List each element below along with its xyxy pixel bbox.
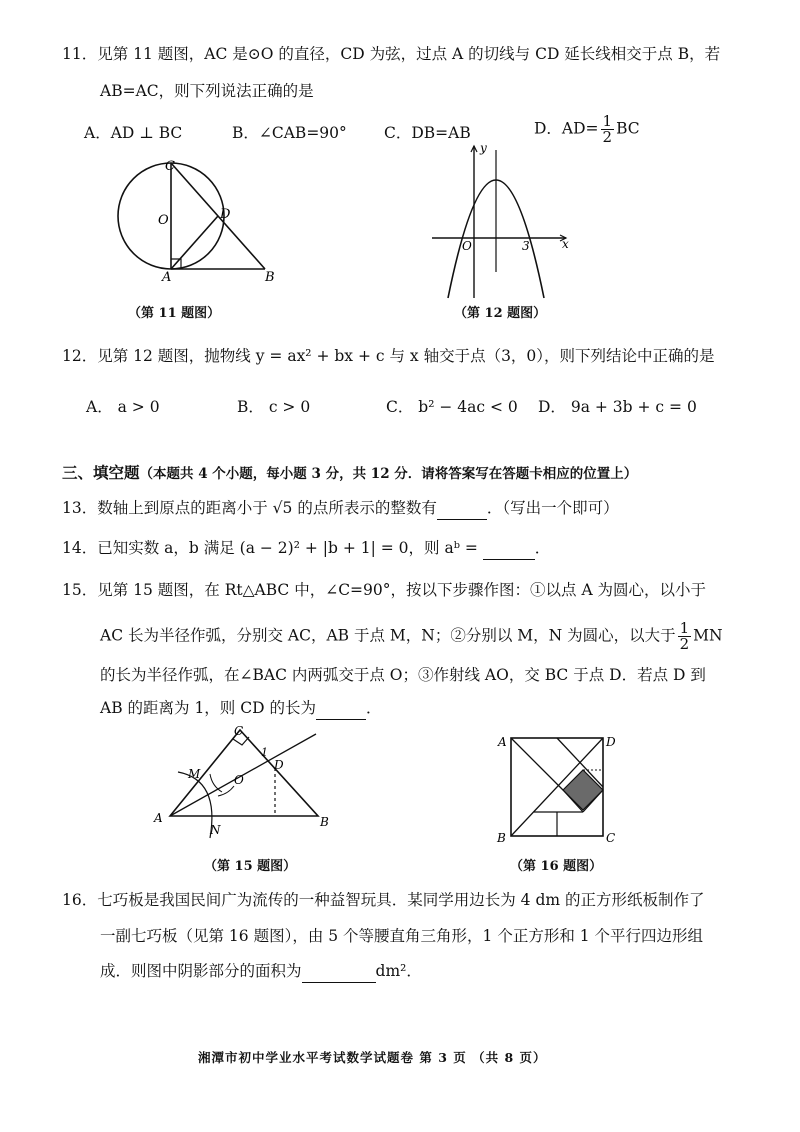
fig11-label-d: D (220, 207, 231, 222)
figure-12-caption: （第 12 题图） (454, 306, 547, 321)
q12-line1: 12．见第 12 题图，抛物线 y = ax² + bx + c 与 x 轴交于点（3，0），则下列结论中正确的是 (62, 347, 715, 365)
q11-option-b: B．∠CAB=90° (232, 124, 347, 142)
q15-line2 (100, 621, 723, 652)
q11-line2: AB=AC，则下列说法正确的是 (100, 82, 314, 100)
q15-line2-suffix: MN (693, 626, 723, 645)
q16-line3 (100, 960, 422, 983)
figure-11-caption: （第 11 题图） (128, 306, 221, 321)
q15-fraction-numerator: 1 (679, 619, 690, 637)
q14-text-before: 14．已知实数 a，b 满足 (a − 2)² + |b + 1| = 0，则 aᵇ = (62, 539, 483, 557)
q15-line1: 15．见第 15 题图，在 Rt△ABC 中，∠C=90°，按以下步骤作图：①以点 A 为圆心，以小于 (62, 581, 707, 599)
q13-answer-blank (437, 497, 487, 520)
q14-line (62, 537, 550, 560)
figure-16-caption: （第 16 题图） (510, 859, 603, 874)
fig15-label-one: 1 (261, 746, 268, 759)
fig16-label-a: A (498, 735, 507, 749)
q13-text-before: 13．数轴上到原点的距离小于 √5 的点所表示的整数有 (62, 499, 437, 517)
q11-option-d-denominator: 2 (602, 128, 613, 146)
q14-text-after: ． (534, 539, 551, 557)
fig16-label-c: C (606, 831, 616, 845)
fig15-label-d: D (274, 758, 284, 772)
segment-ad (171, 216, 218, 269)
q15-text-before: AB 的距离为 1，则 CD 的长为 (100, 699, 316, 717)
fig12-label-three: 3 (522, 239, 530, 253)
q15-text-after: ． (365, 699, 382, 717)
fig15-label-o: O (234, 773, 244, 787)
q16-answer-blank (302, 960, 376, 983)
section-3-heading (62, 461, 637, 483)
q14-answer-blank (483, 537, 535, 560)
fig15-label-c: C (234, 724, 244, 738)
q12-option-b: B． c > 0 (237, 398, 311, 416)
q16-line1: 16．七巧板是我国民间广为流传的一种益智玩具．某同学用边长为 4 dm 的正方形纸板制作了 (62, 891, 705, 909)
fig15-label-b: B (320, 815, 329, 829)
q12-option-c: C． b² − 4ac < 0 (386, 398, 518, 416)
figure-16-tangram-square (490, 730, 630, 850)
fig16-label-b: B (497, 831, 506, 845)
fig15-label-m: M (188, 767, 201, 781)
q12-option-a: A． a > 0 (86, 398, 160, 416)
q11-option-a: A．AD ⊥ BC (84, 124, 183, 142)
arc-from-a (178, 772, 212, 838)
fig11-label-c: C (165, 159, 175, 174)
q15-line2-prefix: AC 长为半径作弧，分别交 AC，AB 于点 M，N；②分别以 M，N 为圆心，以大于 (100, 626, 676, 645)
fig16-label-d: D (606, 735, 616, 749)
q11-line1: 11．见第 11 题图，AC 是⊙O 的直径，CD 为弦，过点 A 的切线与 CD 延长线相交于点 B，若 (62, 45, 721, 63)
arc-from-m (210, 774, 222, 792)
fig11-label-b: B (265, 270, 275, 285)
fig12-label-y: y (480, 141, 487, 155)
q16-text-before: 成．则图中阴影部分的面积为 (100, 962, 302, 980)
q11-option-d-prefix: D．AD= (534, 119, 599, 138)
half-diagonal-a (511, 738, 563, 790)
fig15-label-n: N (210, 823, 221, 837)
shaded-square-piece (563, 770, 603, 810)
q15-fraction-denominator: 2 (679, 635, 690, 653)
fig12-label-x: x (562, 237, 569, 251)
q11-option-d-fraction (601, 114, 615, 145)
q15-fraction (678, 621, 692, 652)
q16-line2: 一副七巧板（见第 16 题图），由 5 个等腰直角三角形，1 个正方形和 1 个平行四边形组 (100, 927, 704, 945)
page-footer: 湘潭市初中学业水平考试数学试题卷 第 3 页 （共 8 页） (198, 1050, 547, 1065)
q11-option-d-suffix: BC (616, 119, 640, 138)
q13-line (62, 497, 619, 520)
fig12-label-origin: O (462, 239, 472, 253)
q13-text-after: ．（写出一个即可） (486, 499, 619, 517)
q11-option-d-numerator: 1 (602, 112, 613, 130)
figure-15-triangle-construction (148, 720, 348, 845)
q16-text-after: dm²． (375, 962, 422, 980)
q15-line4 (100, 697, 381, 720)
fig11-label-o: O (158, 213, 169, 228)
fig11-label-a: A (162, 270, 172, 285)
q12-option-d: D． 9a + 3b + c = 0 (538, 398, 697, 416)
figure-15-caption: （第 15 题图） (204, 859, 297, 874)
section-3-note: （本题共 4 个小题，每小题 3 分，共 12 分．请将答案写在答题卡相应的位置上） (139, 466, 638, 482)
fig15-label-a: A (154, 811, 163, 825)
q11-option-c: C．DB=AB (384, 124, 471, 142)
q15-answer-blank (316, 697, 366, 720)
section-3-title: 三、填空题 (62, 463, 140, 482)
q15-line3: 的长为半径作弧，在∠BAC 内两弧交于点 O；③作射线 AO，交 BC 于点 D．若点 D 到 (100, 666, 706, 684)
figure-11-circle-diagram (110, 158, 290, 288)
figure-12-parabola-graph (428, 140, 578, 300)
